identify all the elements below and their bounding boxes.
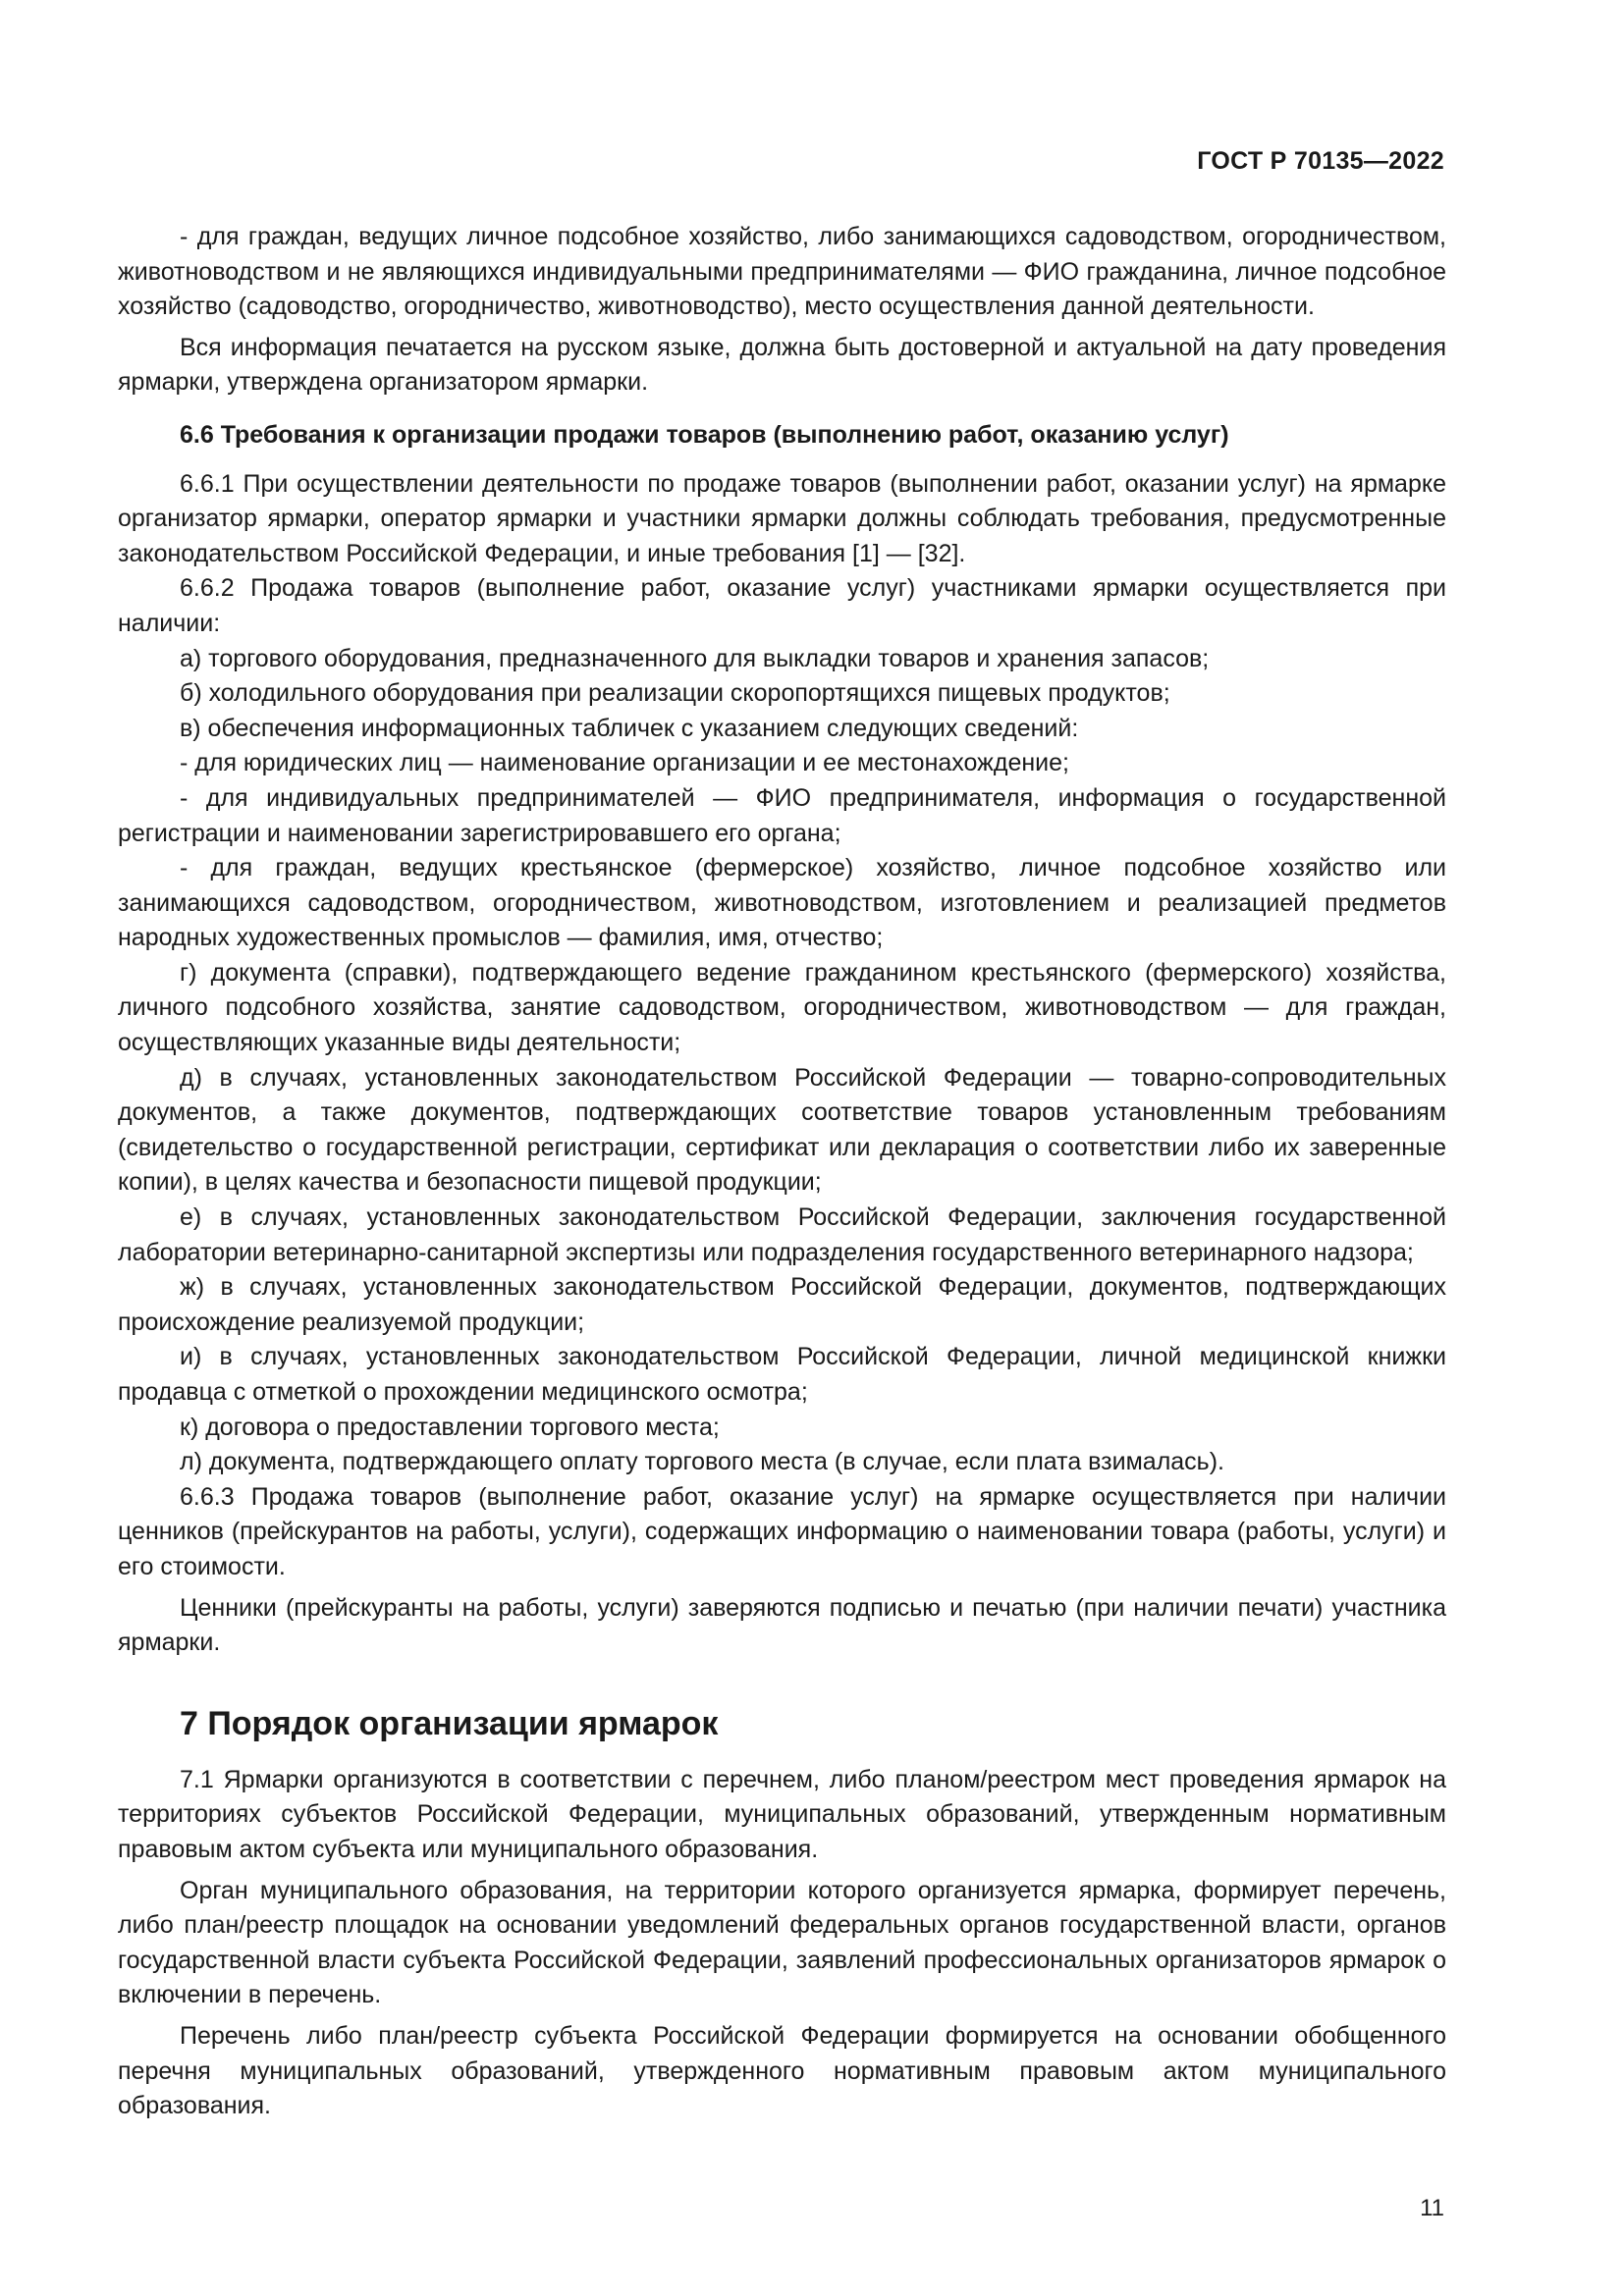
list-item: д) в случаях, установленных законодательством Российской Федерации — товарно-сопроводительных документов, а также документов, подтверждающих соответствие товаров установленным требованиям (свидетельство о государственной регистрации, сертификат или декларация о соответствии либо их заверенные копии), в целях качества и безопасности пищевой продукции; [118,1063,1446,1197]
paragraph: Орган муниципального образования, на территории которого организуется ярмарка, формирует перечень, либо план/реестр площадок на основании уведомлений федеральных органов государственной власти, органов государственной власти субъекта Российской Федерации, заявлений профессиональных организаторов ярмарок о включении в перечень. [118,1876,1446,2009]
paragraph: Вся информация печатается на русском языке, должна быть достоверной и актуальной на дату проведения ярмарки, утверждена организатором ярмарки. [118,333,1446,397]
list-item: - для индивидуальных предпринимателей — ФИО предпринимателя, информация о государственной регистрации и наименовании зарегистрировавшего его органа; [118,783,1446,847]
list-item: а) торгового оборудования, предназначенного для выкладки товаров и хранения запасов; [180,644,1210,672]
paragraph: Ценники (прейскуранты на работы, услуги) заверяются подписью и печатью (при наличии печати) участника ярмарки. [118,1593,1446,1657]
list-item: в) обеспечения информационных табличек с указанием следующих сведений: [180,714,1079,742]
list-item: б) холодильного оборудования при реализации скоропортящихся пищевых продуктов; [180,679,1170,708]
list-item: л) документа, подтверждающего оплату торгового места (в случае, если плата взималась). [180,1448,1224,1476]
list-item: е) в случаях, установленных законодательством Российской Федерации, заключения государственной лаборатории ветеринарно-санитарной экспертизы или подразделения государственного ветеринарного надзора; [118,1203,1446,1266]
section-heading-6-6: 6.6 Требования к организации продажи товаров (выполнению работ, оказанию услуг) [180,420,1229,449]
document-id-header: ГОСТ Р 70135—2022 [1197,147,1444,175]
list-item: ж) в случаях, установленных законодательством Российской Федерации, документов, подтверждающих происхождение реализуемой продукции; [118,1273,1446,1336]
paragraph: 6.6.3 Продажа товаров (выполнение работ, оказание услуг) на ярмарке осуществляется при наличии ценников (прейскурантов на работы, услуги), содержащих информацию о наименовании товара (работы, услуги) и его стоимости. [118,1482,1446,1580]
section-heading-7: 7 Порядок организации ярмарок [180,1704,719,1742]
page-number: 11 [1420,2195,1444,2221]
list-item: и) в случаях, установленных законодательством Российской Федерации, личной медицинской книжки продавца с отметкой о прохождении медицинского осмотра; [118,1343,1446,1406]
paragraph: Перечень либо план/реестр субъекта Российской Федерации формируется на основании обобщенного перечня муниципальных образований, утвержденного нормативным правовым актом муниципального образования. [118,2021,1446,2120]
paragraph: 6.6.1 При осуществлении деятельности по продаже товаров (выполнении работ, оказании услуг) на ярмарке организатор ярмарки, оператор ярмарки и участники ярмарки должны соблюдать требования, предусмотренные законодательством Российской Федерации, и иные требования [1] — [32]. [118,469,1446,567]
list-item: к) договора о предоставлении торгового места; [180,1413,720,1441]
page-body [118,220,1446,2124]
list-item: г) документа (справки), подтверждающего ведение гражданином крестьянского (фермерского) хозяйства, личного подсобного хозяйства, занятие садоводством, огородничеством, животноводством — для граждан, осуществляющих указанные виды деятельности; [118,958,1446,1057]
paragraph: 7.1 Ярмарки организуются в соответствии с перечнем, либо планом/реестром мест проведения ярмарок на территориях субъектов Российской Федерации, муниципальных образований, утвержденным нормативным правовым актом субъекта или муниципального образования. [118,1765,1446,1863]
paragraph: - для граждан, ведущих личное подсобное хозяйство, либо занимающихся садоводством, огородничеством, животноводством и не являющихся индивидуальными предпринимателями — ФИО гражданина, личное подсобное хозяйство (садоводство, огородничество, животноводство), место осуществления данной деятельности. [118,223,1446,321]
list-item: - для юридических лиц — наименование организации и ее местонахождение; [180,749,1069,777]
list-item: - для граждан, ведущих крестьянское (фермерское) хозяйство, личное подсобное хозяйство или занимающихся садоводством, огородничеством, животноводством, изготовлением и реализацией предметов народных художественных промыслов — фамилия, имя, отчество; [118,854,1446,952]
paragraph: 6.6.2 Продажа товаров (выполнение работ, оказание услуг) участниками ярмарки осуществляется при наличии: [118,574,1446,637]
